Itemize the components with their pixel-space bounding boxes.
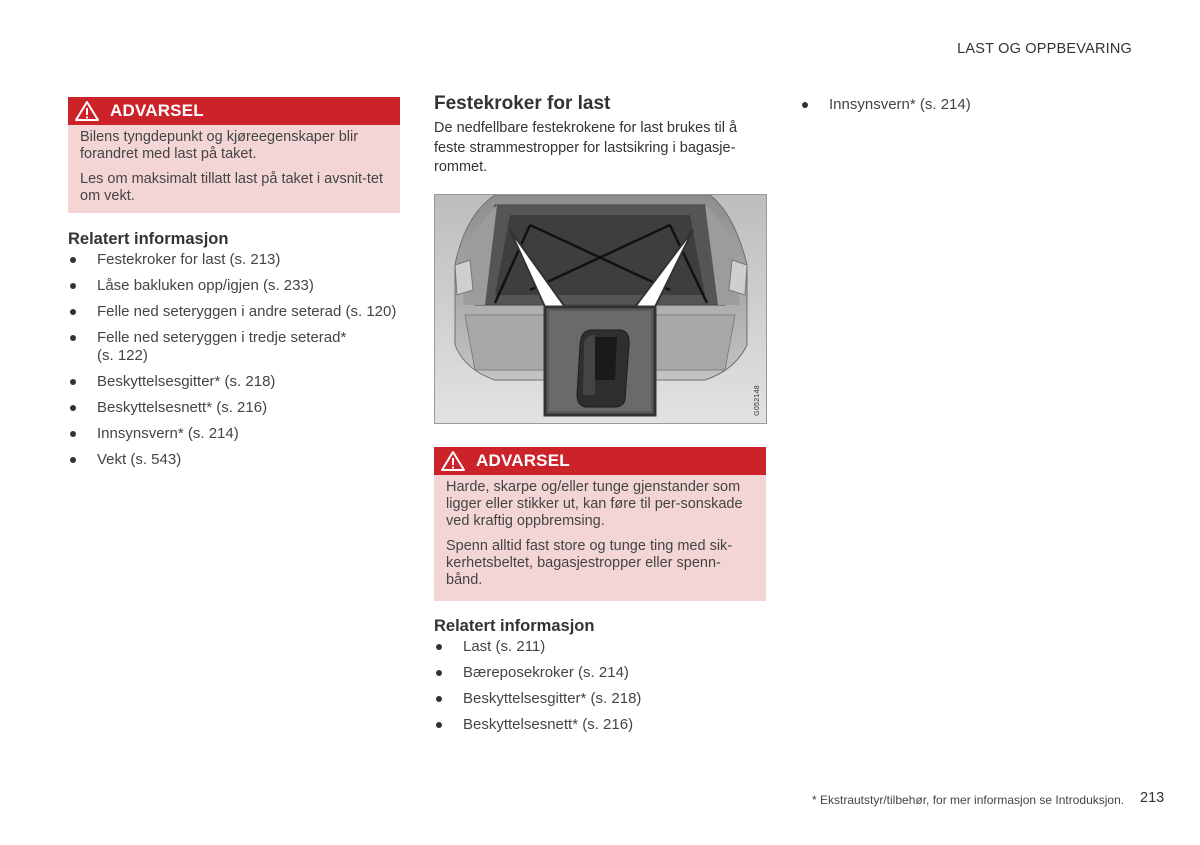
- warning-paragraph: Harde, skarpe og/eller tunge gjenstander som ligger eller stikker ut, kan føre til per-sonskade ved kraftig oppbremsing.: [446, 478, 743, 529]
- warning-triangle-icon: [440, 450, 466, 472]
- warning-paragraph: Bilens tyngdepunkt og kjøreegenskaper blir forandret med last på taket.: [80, 129, 359, 162]
- list-item[interactable]: Felle ned seteryggen i tredje seterad* (s. 122): [68, 329, 357, 365]
- warning-box: [68, 97, 400, 213]
- section-title: LAST OG OPPBEVARING: [957, 41, 1132, 57]
- warning-header: [434, 447, 766, 475]
- warning-text: [434, 475, 766, 601]
- footnote: * Ekstrautstyr/tilbehør, for mer informasjon se Introduksjon.: [812, 793, 1125, 807]
- list-item[interactable]: Vekt (s. 543): [68, 451, 400, 469]
- list-item[interactable]: Festekroker for last (s. 213): [68, 251, 400, 269]
- list-item[interactable]: Innsynsvern* (s. 214): [68, 425, 400, 443]
- warning-triangle-icon: [74, 100, 100, 122]
- warning-title: ADVARSEL: [476, 450, 570, 470]
- list-item[interactable]: Beskyttelsesgitter* (s. 218): [68, 373, 400, 391]
- list-item[interactable]: Bæreposekroker (s. 214): [434, 664, 767, 682]
- intro-text: De nedfellbare festekrokene for last brukes til å feste strammestropper for lastsikring i bagasje-rommet.: [434, 120, 738, 175]
- related-info-heading: Relatert informasjon: [68, 230, 229, 248]
- warning-title: ADVARSEL: [110, 101, 204, 120]
- related-info-list: [434, 638, 767, 734]
- middle-column: [434, 93, 767, 742]
- list-item[interactable]: Innsynsvern* (s. 214): [800, 96, 1140, 114]
- left-column: [68, 97, 400, 477]
- list-item[interactable]: Beskyttelsesnett* (s. 216): [434, 716, 767, 734]
- related-info-heading: Relatert informasjon: [434, 616, 595, 635]
- figure-code: G052148: [754, 384, 761, 416]
- warning-text: [68, 125, 400, 213]
- list-item[interactable]: Last (s. 211): [434, 638, 767, 656]
- warning-paragraph: Les om maksimalt tillatt last på taket i avsnit-tet om vekt.: [80, 171, 383, 204]
- list-item[interactable]: Beskyttelsesgitter* (s. 218): [434, 690, 767, 708]
- related-info-list: [800, 96, 1140, 114]
- cargo-hook-illustration-icon: [435, 195, 766, 423]
- warning-header: [68, 97, 400, 125]
- warning-paragraph: Spenn alltid fast store og tunge ting med sik-kerhetsbeltet, bagasjestropper eller spenn-bånd.: [446, 537, 733, 588]
- warning-box: [434, 447, 766, 601]
- section-heading: Festekroker for last: [434, 93, 611, 114]
- cargo-hook-figure: [434, 194, 767, 424]
- related-info-list: [68, 251, 400, 469]
- list-item[interactable]: Beskyttelsesnett* (s. 216): [68, 399, 400, 417]
- right-column: [800, 96, 1140, 122]
- list-item[interactable]: Felle ned seteryggen i andre seterad (s. 120): [68, 303, 400, 321]
- page-number: 213: [1140, 790, 1165, 806]
- list-item[interactable]: Låse bakluken opp/igjen (s. 233): [68, 277, 400, 295]
